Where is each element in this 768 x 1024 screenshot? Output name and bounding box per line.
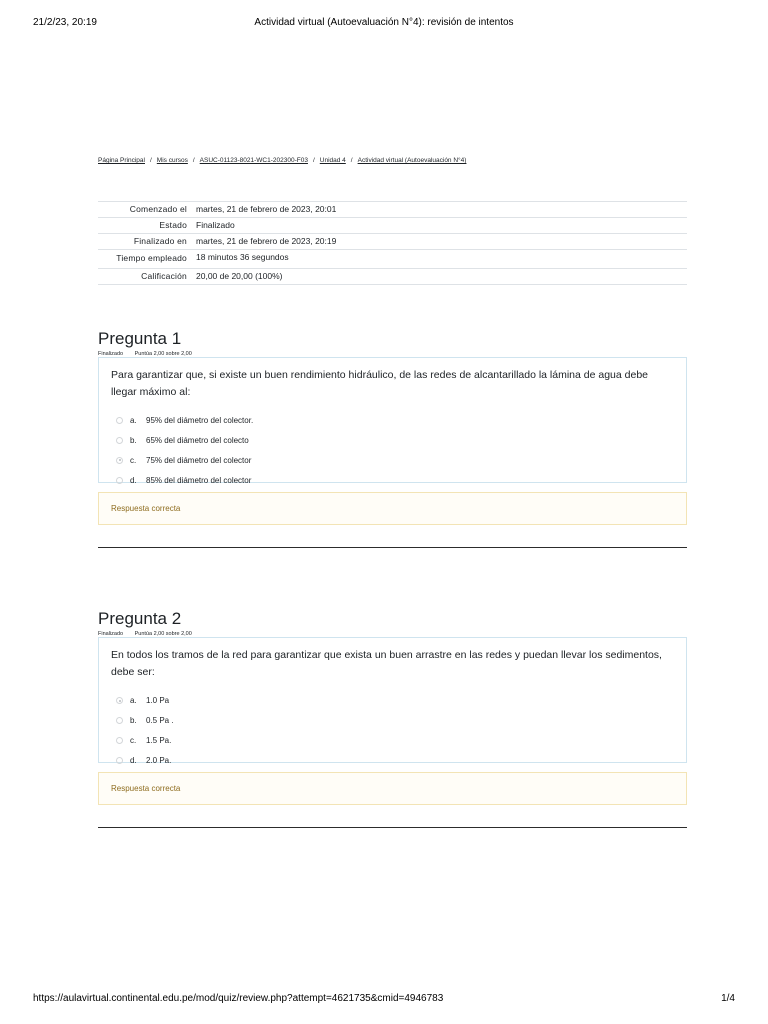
answer-options bbox=[111, 691, 674, 770]
option-text: 1.5 Pa. bbox=[146, 735, 172, 745]
attempt-summary-table bbox=[98, 201, 687, 285]
option-text: 1.0 Pa bbox=[146, 696, 170, 706]
radio-button-icon[interactable] bbox=[116, 757, 123, 764]
option-letter: c. bbox=[130, 455, 137, 465]
summary-value: 20,00 de 20,00 (100%) bbox=[196, 269, 687, 285]
question-2 bbox=[98, 608, 687, 828]
question-text: Para garantizar que, si existe un buen rendimiento hidráulico, de las redes de alcantarillado la lámina de agua debe llegar máximo al: bbox=[111, 369, 649, 398]
answer-option-c[interactable] bbox=[111, 731, 674, 751]
option-letter: d. bbox=[130, 755, 137, 765]
summary-value: 18 minutos 36 segundos bbox=[196, 250, 687, 269]
summary-row-state bbox=[98, 218, 687, 234]
question-state: Finalizado bbox=[98, 351, 124, 357]
print-page-number: 1/4 bbox=[721, 993, 735, 1004]
question-title: Pregunta 1 bbox=[98, 329, 182, 348]
question-divider bbox=[98, 547, 687, 548]
question-grade: Puntúa 2,00 sobre 2,00 bbox=[134, 631, 192, 637]
print-datetime: 21/2/23, 20:19 bbox=[33, 17, 97, 28]
question-feedback: Respuesta correcta bbox=[98, 492, 687, 525]
breadcrumb-activity-link[interactable]: Actividad virtual (Autoevaluación N°4) bbox=[357, 157, 467, 164]
answer-option-b[interactable] bbox=[111, 431, 674, 451]
answer-option-d[interactable] bbox=[111, 750, 674, 770]
option-letter: c. bbox=[130, 735, 137, 745]
radio-button-icon[interactable] bbox=[116, 457, 123, 464]
main-content bbox=[98, 155, 687, 793]
print-footer bbox=[33, 993, 735, 1007]
summary-label: Finalizado en bbox=[98, 234, 196, 250]
print-url: https://aulavirtual.continental.edu.pe/mod/quiz/review.php?attempt=4621735&cmid=4946783 bbox=[33, 993, 444, 1004]
breadcrumb-course-link[interactable]: ASUC-01123-8021-WC1-202300-F03 bbox=[199, 157, 308, 164]
question-title: Pregunta 2 bbox=[98, 609, 182, 628]
print-page-title: Actividad virtual (Autoevaluación N°4): revisión de intentos bbox=[254, 17, 514, 28]
radio-button-icon[interactable] bbox=[116, 417, 123, 424]
option-text: 0.5 Pa . bbox=[146, 716, 174, 726]
answer-option-a[interactable] bbox=[111, 411, 674, 431]
breadcrumb: Página Principal / Mis cursos / ASUC-01123-8021-WC1-202300-F03 / Unidad 4 / Actividad virtual (Autoevaluación N°4) bbox=[98, 157, 467, 164]
breadcrumb-unit-link[interactable]: Unidad 4 bbox=[319, 157, 346, 164]
question-feedback: Respuesta correcta bbox=[98, 772, 687, 805]
question-1 bbox=[98, 328, 687, 548]
summary-value: martes, 21 de febrero de 2023, 20:19 bbox=[196, 234, 687, 250]
option-text: 95% del diámetro del colector. bbox=[146, 416, 254, 426]
summary-label: Comenzado el bbox=[98, 202, 196, 218]
radio-button-icon[interactable] bbox=[116, 437, 123, 444]
print-header bbox=[33, 17, 735, 31]
option-letter: a. bbox=[130, 416, 137, 426]
breadcrumb-my-courses-link[interactable]: Mis cursos bbox=[156, 157, 188, 164]
summary-label: Tiempo empleado bbox=[98, 250, 196, 269]
summary-value: Finalizado bbox=[196, 218, 687, 234]
radio-button-icon[interactable] bbox=[116, 717, 123, 724]
option-text: 85% del diámetro del colector bbox=[146, 475, 252, 485]
breadcrumb-home-link[interactable]: Página Principal bbox=[98, 157, 145, 164]
option-text: 2.0 Pa. bbox=[146, 755, 172, 765]
answer-option-b[interactable] bbox=[111, 711, 674, 731]
summary-row-finished bbox=[98, 234, 687, 250]
question-divider bbox=[98, 827, 687, 828]
option-text: 75% del diámetro del colector bbox=[146, 455, 252, 465]
option-letter: b. bbox=[130, 436, 137, 446]
summary-row-time-taken bbox=[98, 250, 687, 269]
question-content bbox=[98, 357, 687, 483]
summary-value: martes, 21 de febrero de 2023, 20:01 bbox=[196, 202, 687, 218]
radio-button-icon[interactable] bbox=[116, 697, 123, 704]
answer-option-c[interactable] bbox=[111, 451, 674, 471]
summary-row-started bbox=[98, 202, 687, 218]
question-content bbox=[98, 637, 687, 763]
radio-button-icon[interactable] bbox=[116, 737, 123, 744]
option-letter: b. bbox=[130, 716, 137, 726]
question-grade: Puntúa 2,00 sobre 2,00 bbox=[134, 351, 192, 357]
answer-option-a[interactable] bbox=[111, 691, 674, 711]
radio-button-icon[interactable] bbox=[116, 477, 123, 484]
summary-row-grade bbox=[98, 269, 687, 285]
answer-options bbox=[111, 411, 674, 490]
answer-option-d[interactable] bbox=[111, 470, 674, 490]
summary-label: Calificación bbox=[98, 269, 196, 285]
option-letter: d. bbox=[130, 475, 137, 485]
summary-label: Estado bbox=[98, 218, 196, 234]
question-text: En todos los tramos de la red para garantizar que exista un buen arrastre en las redes y puedan llevar los sedimentos, debe ser: bbox=[111, 649, 662, 678]
option-text: 65% del diámetro del colecto bbox=[146, 436, 249, 446]
question-state: Finalizado bbox=[98, 631, 124, 637]
option-letter: a. bbox=[130, 696, 137, 706]
